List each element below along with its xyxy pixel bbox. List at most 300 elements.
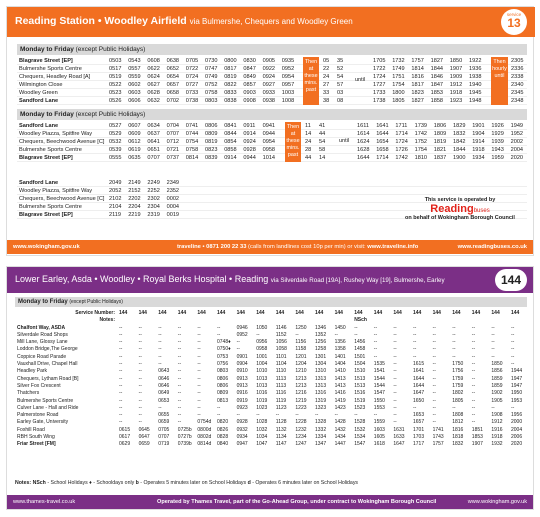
service-number: 144: [256, 310, 265, 316]
departure-time: 1945: [469, 90, 482, 96]
departure-time: 0646: [158, 375, 170, 382]
departure-time: 0934: [236, 434, 248, 441]
departure-time: 1950: [511, 390, 523, 397]
minutes-past: 44: [319, 131, 326, 137]
departure-time: --: [217, 404, 221, 411]
departure-time: 0522: [109, 82, 122, 88]
departure-time: --: [177, 397, 182, 404]
timetable-144-grid: [15, 309, 527, 448]
departure-time: 0617: [119, 434, 131, 441]
departure-time: 1743: [432, 434, 444, 441]
departure-time: --: [393, 331, 397, 338]
departure-time: 0841: [224, 123, 237, 129]
departure-time: 1842: [453, 139, 466, 145]
departure-time: 1647: [393, 441, 405, 448]
departure-time: 1900: [453, 155, 466, 161]
departure-time: 0803: [217, 368, 229, 375]
departure-time: 0847: [243, 66, 256, 72]
departure-time: 1844: [453, 147, 466, 153]
table-row: [15, 367, 527, 374]
departure-time: --: [158, 346, 162, 353]
departure-time: --: [393, 404, 397, 411]
departure-time: 0839: [205, 155, 218, 161]
stop-name: Sandford Lane: [19, 123, 59, 129]
minutes-past: 14: [305, 131, 312, 137]
departure-time: 0947: [236, 441, 248, 448]
stop-name: Sandford Lane: [19, 98, 59, 104]
departure-time: 1413: [334, 382, 346, 389]
departure-time: --: [471, 390, 476, 397]
departure-time: 1812: [452, 419, 464, 426]
departure-time: 1313: [315, 375, 327, 382]
departure-time: 1837: [433, 155, 447, 161]
departure-time: 1028: [256, 419, 268, 426]
departure-time: --: [236, 412, 240, 419]
departure-time: 1513: [354, 375, 366, 382]
departure-time: 1929: [491, 131, 504, 137]
departure-time: 0954: [262, 139, 276, 145]
table-row: [15, 433, 527, 440]
departure-time: 0519: [109, 74, 122, 80]
departure-time: --: [138, 331, 142, 338]
departure-time: 1614: [357, 131, 370, 137]
departure-time: 1809: [433, 131, 447, 137]
departure-time: --: [413, 339, 417, 346]
departure-time: --: [491, 346, 495, 353]
departure-time: --: [471, 412, 476, 419]
departure-time: --: [138, 404, 142, 411]
departure-time: 1851: [471, 426, 483, 433]
departure-time: 1948: [469, 98, 482, 104]
departure-time: 1004: [256, 361, 268, 368]
stop-name: Blagrave Street [EP]: [19, 58, 73, 64]
departure-time: 0527: [109, 123, 122, 129]
departure-time: 1703: [413, 434, 425, 441]
departure-time: 1504: [354, 361, 366, 368]
departure-time: 0814d: [197, 441, 212, 448]
departure-time: 1432: [334, 426, 346, 433]
departure-time: 1714: [376, 155, 389, 161]
service-number: 144: [452, 310, 461, 316]
table-row: [17, 65, 527, 73]
departure-time: 0523: [109, 90, 122, 96]
departure-time: 1754: [414, 147, 428, 153]
departure-time: 1657: [413, 419, 425, 426]
departure-time: 1644: [413, 382, 425, 389]
departure-time: --: [158, 324, 162, 331]
departure-time: 1701: [413, 426, 425, 433]
departure-time: --: [393, 361, 397, 368]
timetable-144-header: [7, 267, 533, 293]
departure-time: 1914: [472, 139, 485, 145]
timetable-144: [6, 266, 534, 510]
departure-time: --: [119, 382, 123, 389]
departure-time: 0817: [224, 66, 237, 72]
departure-time: 2002: [510, 139, 524, 145]
departure-time: 0532: [109, 139, 122, 145]
departure-time: 1647: [413, 390, 425, 397]
departure-time: 1547: [373, 390, 385, 397]
departure-time: 0733: [185, 90, 199, 96]
note-key: NSch: [32, 480, 46, 486]
departure-time: 1936: [469, 66, 482, 72]
departure-time: 1014: [262, 155, 276, 161]
departure-time: 2204: [128, 204, 141, 210]
section-band-2: Monday to Friday (except Public Holidays): [17, 109, 527, 120]
departure-time: 1856: [491, 368, 503, 375]
departure-time: --: [511, 404, 515, 411]
departure-time: 1949: [510, 123, 524, 129]
departure-time: 0622: [147, 66, 160, 72]
wokingham-link-2[interactable]: www.wokingham.gov.uk: [467, 499, 527, 505]
departure-time: --: [158, 361, 162, 368]
departure-time: 2006: [511, 434, 523, 441]
departure-time: 0654: [166, 74, 180, 80]
departure-time: 1328: [315, 419, 327, 426]
departure-time: 1757: [432, 441, 444, 448]
departure-time: 1334: [315, 434, 327, 441]
departure-time: 1513: [354, 382, 366, 389]
departure-time: 0629: [119, 441, 131, 448]
departure-time: 1724: [395, 139, 408, 145]
departure-time: --: [295, 412, 299, 419]
readingbuses-link[interactable]: www.readingbuses.co.uk: [457, 244, 527, 250]
departure-time: --: [158, 404, 162, 411]
table-row: [15, 345, 527, 352]
departure-time: 1116: [275, 390, 287, 397]
departure-time: 1859: [491, 375, 503, 382]
note-key: d: [247, 480, 251, 486]
departure-time: --: [432, 339, 436, 346]
traveline-info: traveline • 0871 200 22 33 (calls from landlines cost 10p per min) or visit: www.traveline.info: [177, 244, 419, 250]
departure-time: 1534: [354, 434, 366, 441]
service-number: 144: [158, 310, 167, 316]
departure-time: 0750♦: [217, 346, 231, 353]
departure-time: 1754: [392, 82, 405, 88]
departure-time: 0609: [128, 131, 141, 137]
table-row: [15, 360, 527, 367]
departure-time: 1923: [449, 98, 463, 104]
departure-time: 1816: [411, 74, 424, 80]
departure-time: 1644: [357, 155, 370, 161]
departure-time: 2202: [128, 196, 141, 202]
departure-time: 0637: [147, 131, 160, 137]
departure-time: 0924: [243, 139, 256, 145]
departure-time: --: [432, 375, 436, 382]
stop-name: Silver Fox Crescent: [17, 382, 61, 389]
frequency-word: Then: [286, 124, 300, 130]
departure-time: --: [158, 331, 162, 338]
departure-time: 1323: [315, 404, 327, 411]
table-row: [15, 418, 527, 425]
departure-time: 1134: [275, 434, 287, 441]
departure-time: --: [393, 382, 397, 389]
departure-time: 0702: [166, 98, 180, 104]
departure-time: 1943: [491, 147, 504, 153]
departure-time: 1918: [449, 90, 463, 96]
minutes-past: 24: [305, 139, 312, 145]
departure-time: 1146: [275, 324, 287, 331]
departure-time: --: [354, 324, 358, 331]
departure-time: 2352: [166, 188, 180, 194]
departure-time: --: [197, 412, 201, 419]
departure-time: --: [471, 339, 476, 346]
table-row: [17, 57, 527, 65]
departure-time: 0632: [147, 98, 160, 104]
departure-time: 0727b: [177, 434, 192, 441]
departure-time: --: [471, 419, 476, 426]
departure-time: --: [432, 331, 436, 338]
frequency-word: Then: [493, 59, 506, 65]
departure-time: --: [138, 353, 142, 360]
departure-time: 1631: [393, 426, 405, 433]
departure-time: --: [119, 331, 123, 338]
departure-time: 1800: [392, 90, 405, 96]
departure-time: --: [119, 412, 123, 419]
departure-time: 0602: [128, 82, 141, 88]
departure-time: --: [236, 339, 240, 346]
departure-time: 0756: [217, 361, 229, 368]
departure-time: 1628: [357, 147, 370, 153]
departure-time: 0652: [166, 66, 180, 72]
departure-time: 0753: [217, 353, 229, 360]
departure-time: 1450: [334, 324, 346, 331]
departure-time: 1152: [275, 331, 287, 338]
service-number-label: Service Number:: [75, 310, 115, 316]
departure-time: 1447: [334, 441, 346, 448]
departure-time: 1926: [491, 123, 504, 129]
departure-time: 1918: [491, 434, 503, 441]
departure-time: 1742: [395, 155, 408, 161]
departure-time: 1110: [275, 368, 287, 375]
stop-name: Bulmershe Sports Centre: [19, 204, 82, 210]
departure-time: 2052: [109, 188, 122, 194]
table-row: [15, 411, 527, 418]
departure-time: 1213: [295, 375, 307, 382]
departure-time: 0938: [262, 98, 276, 104]
departure-time: 0555: [109, 155, 122, 161]
departure-time: 0539: [109, 147, 122, 153]
departure-time: 1844: [430, 66, 444, 72]
departure-time: --: [197, 390, 201, 397]
departure-time: 1633: [393, 434, 405, 441]
note-text: - School Holidays: [47, 480, 88, 486]
departure-time: 0946: [236, 324, 248, 331]
departure-time: 0608: [147, 58, 160, 64]
departure-time: --: [491, 353, 495, 360]
wokingham-link[interactable]: www.wokingham.gov.uk: [13, 244, 80, 250]
departure-time: 0002: [166, 196, 180, 202]
departure-time: 0758: [205, 90, 218, 96]
departure-time: 0653: [158, 397, 170, 404]
departure-time: 0651: [147, 147, 160, 153]
service-number: 144: [119, 310, 128, 316]
timetable-notes: [15, 480, 358, 486]
departure-time: --: [432, 382, 436, 389]
departure-time: 0744: [185, 131, 199, 137]
departure-time: --: [334, 331, 338, 338]
departure-time: 0638: [166, 58, 180, 64]
departure-time: 0730: [205, 58, 218, 64]
departure-time: --: [197, 331, 201, 338]
stop-name: Bulmershe Sports Centre: [17, 397, 74, 404]
departure-time: 0704: [166, 123, 180, 129]
departure-time: 1056: [275, 339, 287, 346]
note-key: b: [135, 480, 139, 486]
stop-name: Coppice Road Parade: [17, 353, 67, 360]
departure-time: 2000: [511, 419, 523, 426]
minutes-past: 14: [319, 155, 326, 161]
departure-time: 1901: [472, 123, 485, 129]
departure-time: 0707: [166, 131, 180, 137]
departure-time: 1615: [413, 361, 425, 368]
timetable-144-footer: [7, 495, 533, 509]
departure-time: --: [119, 339, 123, 346]
departure-time: 1641: [413, 368, 425, 375]
departure-time: 2020: [511, 441, 523, 448]
departure-time: --: [432, 324, 436, 331]
stop-name: Chequers, Beechwood Avenue [C]: [19, 139, 105, 145]
departure-time: --: [373, 353, 378, 360]
stop-name: Chequers, Headley Road [A]: [19, 74, 91, 80]
service-notes-row: [15, 316, 527, 323]
departure-time: 0913: [236, 382, 248, 389]
departure-time: 0707: [147, 155, 160, 161]
departure-time: 0922: [262, 66, 276, 72]
departure-time: 2349: [166, 180, 180, 186]
departure-time: 1644: [413, 375, 425, 382]
departure-time: 0838: [224, 98, 237, 104]
departure-time: 1456: [354, 339, 366, 346]
departure-time: --: [432, 390, 436, 397]
departure-time: 0911: [243, 123, 256, 129]
departure-time: --: [138, 412, 142, 419]
departure-time: 1319: [315, 397, 327, 404]
note-key: ♦: [89, 480, 92, 486]
departure-time: 1644: [376, 131, 389, 137]
departure-time: --: [471, 382, 476, 389]
departure-time: 1544: [373, 382, 385, 389]
departure-time: --: [119, 353, 123, 360]
departure-time: --: [471, 331, 476, 338]
departure-time: 1816: [452, 426, 464, 433]
departure-time: --: [177, 382, 182, 389]
stop-name: Headley Park: [17, 368, 48, 375]
departure-time: --: [177, 390, 182, 397]
frequency-word: these: [304, 73, 318, 79]
departure-time: --: [138, 390, 142, 397]
timetable-13-footer: [7, 240, 533, 254]
departure-time: 1823: [411, 90, 424, 96]
departure-time: 0503: [109, 58, 122, 64]
departure-time: 1726: [395, 147, 408, 153]
departure-time: --: [119, 361, 123, 368]
departure-time: 1516: [354, 390, 366, 397]
departure-time: 0806: [217, 375, 229, 382]
departure-time: --: [471, 353, 476, 360]
departure-time: 1956: [511, 412, 523, 419]
departure-time: --: [177, 412, 182, 419]
departure-time: 1216: [295, 390, 307, 397]
departure-time: 1050: [256, 324, 268, 331]
departure-time: --: [511, 353, 515, 360]
departure-time: 1213: [295, 382, 307, 389]
stop-name: Bulmershe Sports Centre: [19, 147, 82, 153]
departure-time: 1347: [315, 441, 327, 448]
departure-time: 1332: [315, 426, 327, 433]
table-row: [15, 397, 527, 404]
departure-time: 1001: [256, 353, 268, 360]
departure-time: --: [138, 339, 142, 346]
departure-time: --: [119, 375, 123, 382]
minutes-past: 57: [337, 82, 344, 88]
departure-time: 1119: [275, 397, 287, 404]
departure-time: 1023: [256, 404, 268, 411]
minutes-past: 35: [337, 58, 344, 64]
departure-time: 1123: [275, 404, 287, 411]
departure-time: 0803: [205, 98, 218, 104]
service-number: 144: [177, 310, 187, 316]
table-row: [15, 404, 527, 411]
minutes-past: 27: [323, 82, 330, 88]
service-number: 144: [471, 310, 481, 316]
minutes-past: 11: [305, 123, 311, 129]
departure-time: 1559: [373, 419, 385, 426]
departure-time: 0809: [217, 390, 229, 397]
departure-time: 0645: [138, 426, 150, 433]
departure-time: 1714: [395, 131, 408, 137]
departure-time: 1010: [256, 368, 268, 375]
departure-time: 0823: [205, 147, 218, 153]
departure-time: 1101: [275, 353, 287, 360]
departure-time: --: [432, 397, 436, 404]
departure-time: 0914: [224, 155, 237, 161]
stop-name: Blagrave Street [EP]: [19, 212, 73, 218]
departure-time: 0721: [166, 147, 180, 153]
thames-travel-link[interactable]: www.thames-travel.co.uk: [13, 499, 76, 505]
departure-time: 0559: [128, 74, 141, 80]
departure-time: 1016: [256, 390, 268, 397]
until-label: until: [339, 138, 350, 144]
departure-time: 1419: [334, 397, 346, 404]
departure-time: --: [471, 375, 476, 382]
frequency-word: these: [286, 138, 300, 144]
departure-time: 0724: [185, 74, 199, 80]
departure-time: 1147: [275, 441, 287, 448]
departure-time: 1250: [295, 324, 307, 331]
traveline-link[interactable]: www.traveline.info: [367, 244, 419, 250]
departure-time: --: [452, 353, 456, 360]
departure-time: 0822: [224, 82, 237, 88]
departure-time: 1401: [334, 353, 346, 360]
departure-time: 0624: [147, 74, 160, 80]
departure-time: 0752: [205, 82, 218, 88]
table-row: [15, 324, 527, 331]
departure-time: 0819: [205, 139, 218, 145]
departure-time: 1759: [452, 375, 464, 382]
departure-time: --: [432, 346, 436, 353]
departure-time: 1953: [511, 397, 523, 404]
departure-time: 0758: [185, 147, 199, 153]
departure-time: --: [471, 361, 476, 368]
minutes-past: 58: [319, 147, 326, 153]
departure-time: 1944: [511, 368, 523, 375]
departure-time: 0958: [256, 346, 268, 353]
departure-time: 0957: [281, 82, 295, 88]
departure-time: 1204: [295, 361, 307, 368]
departure-time: 2004: [511, 426, 523, 433]
departure-time: --: [471, 397, 476, 404]
